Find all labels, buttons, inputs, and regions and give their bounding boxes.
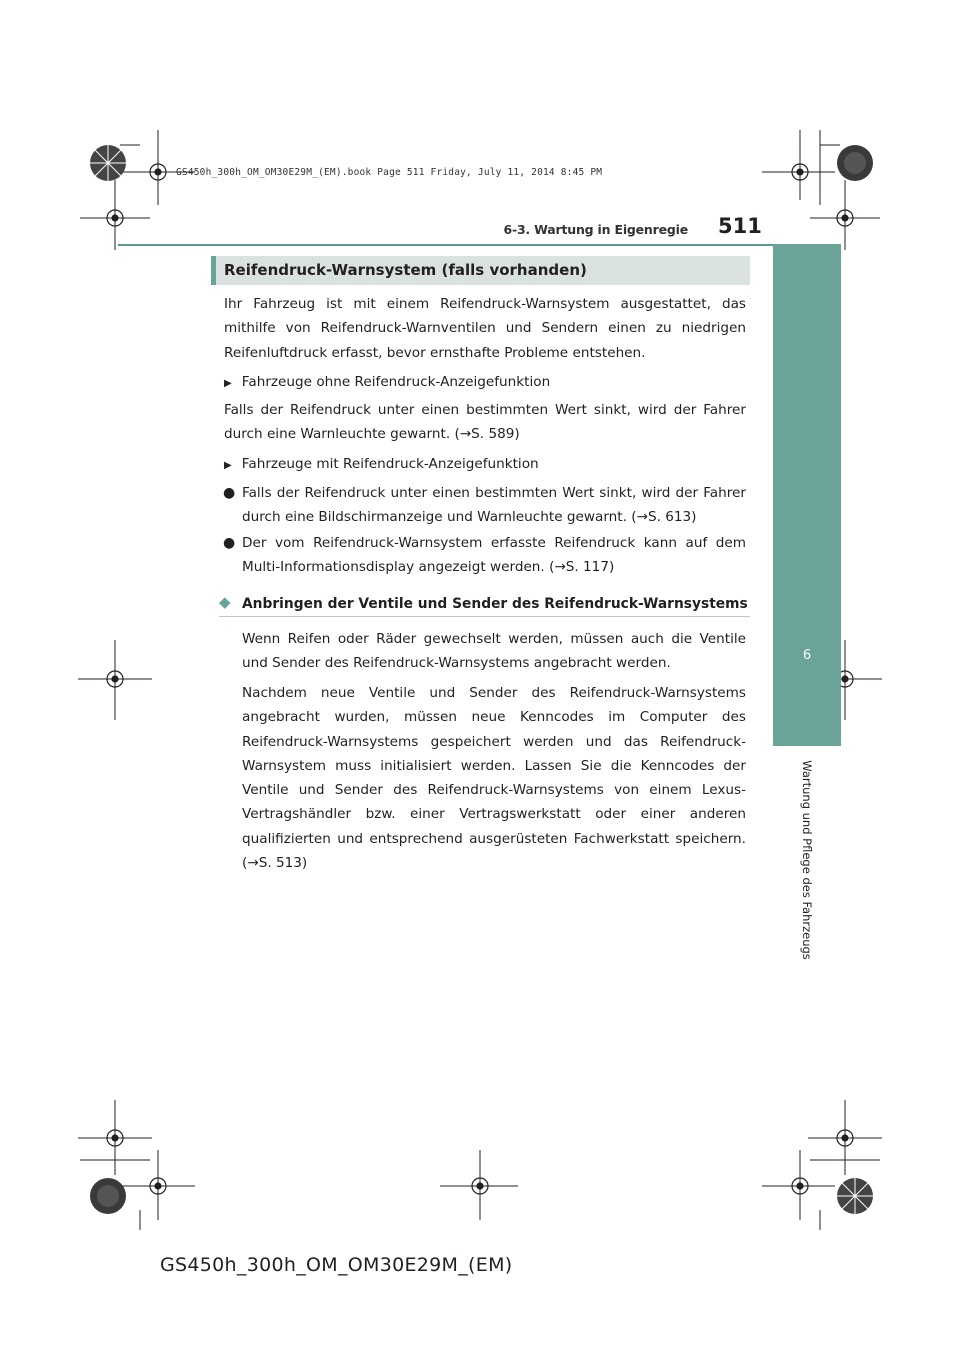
chapter-tab <box>773 244 841 746</box>
intro-paragraph: Ihr Fahrzeug ist mit einem Reifendruck-Warnsystem ausgestattet, das mithilfe von Reifendruck-Warnventilen und Sendern einen zu niedrigen Reifenluftdruck erfasst, bevor ernsthafte Probleme entstehen. <box>224 296 746 361</box>
header-divider <box>118 244 773 246</box>
chapter-title: Wartung und Pflege des Fahrzeugs <box>800 760 814 960</box>
variant1-text: Falls der Reifendruck unter einen bestimmten Wert sinkt, wird der Fahrer durch eine Warnleuchte gewarnt. (→S. 589) <box>224 402 746 443</box>
variant2-label-row <box>224 452 746 476</box>
document-code: GS450h_300h_OM_OM30E29M_(EM) <box>160 1254 513 1276</box>
variant2-bullet-1: Falls der Reifendruck unter einen bestimmten Wert sinkt, wird der Fahrer durch eine Bildschirmanzeige und Warnleuchte gewarnt. (→S. 613) <box>242 485 746 526</box>
dot-bullet-icon: ● <box>223 485 236 501</box>
variant2-label: Fahrzeuge mit Reifendruck-Anzeigefunktion <box>241 456 539 472</box>
section-title: 6-3. Wartung in Eigenregie <box>503 222 688 237</box>
diamond-icon: ◆ <box>219 593 231 611</box>
variant2-bullet-2: Der vom Reifendruck-Warnsystem erfasste Reifendruck kann auf dem Multi-Informationsdisplay angezeigt werden. (→S. 117) <box>242 535 746 576</box>
heading-accent <box>211 256 216 285</box>
page-number: 511 <box>718 214 762 238</box>
subsection-title: Anbringen der Ventile und Sender des Reifendruck-Warnsystems <box>242 596 748 612</box>
subsection-divider <box>219 616 750 617</box>
subsection-paragraph-2: Nachdem neue Ventile und Sender des Reifendruck-Warnsystems angebracht wurden, müssen neue Kenncodes im Computer des Reifendruck-Warnsystems gespeichert werden und das Reifendruck-Warnsystem muss initialisiert werden. Lassen Sie die Kenncodes der Ventile und Sender des Reifendruck-Warnsystems von einem Lexus-Vertragshändler bzw. einer Vertragswerkstatt oder einer anderen qualifizierten und entsprechend ausgerüsteten Fachwerkstatt speichern. (→S. 513) <box>242 685 746 872</box>
file-stamp: GS450h_300h_OM_OM30E29M_(EM).book Page 511 Friday, July 11, 2014 8:45 PM <box>176 167 603 178</box>
section-heading: Reifendruck-Warnsystem (falls vorhanden) <box>224 261 587 279</box>
triangle-bullet-icon: ▶ <box>224 378 232 389</box>
triangle-bullet-icon: ▶ <box>224 460 232 471</box>
chapter-number: 6 <box>802 648 812 663</box>
subsection-paragraph-1: Wenn Reifen oder Räder gewechselt werden, müssen auch die Ventile und Sender des Reifendruck-Warnsystems angebracht werden. <box>242 631 746 672</box>
variant1-label: Fahrzeuge ohne Reifendruck-Anzeigefunktion <box>241 374 551 390</box>
variant1-label-row <box>224 370 746 394</box>
dot-bullet-icon: ● <box>223 535 236 551</box>
